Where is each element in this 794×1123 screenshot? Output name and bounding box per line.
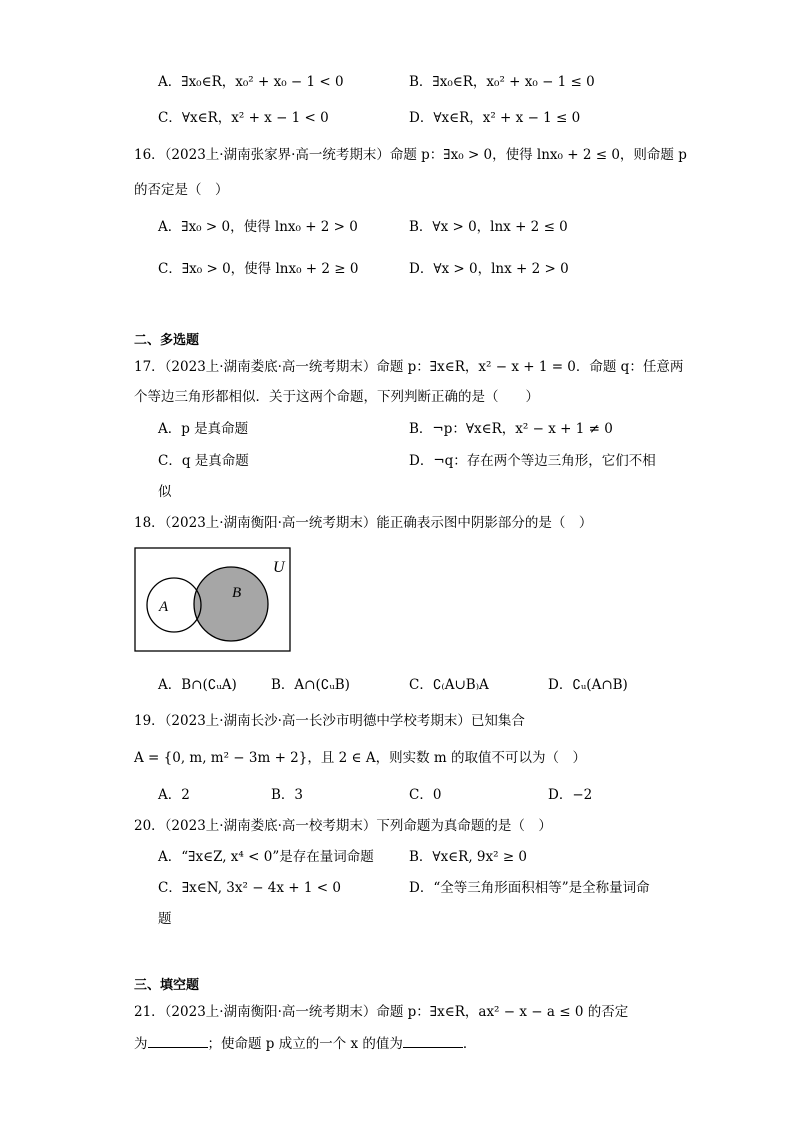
q16-option-d: D．∀x > 0，lnx + 2 > 0 xyxy=(409,261,569,277)
q19-stem-line1: 19．（2023上·湖南长沙·高一长沙市明德中学校考期末）已知集合 xyxy=(134,713,525,729)
section-multi-choice-heading: 二、多选题 xyxy=(134,333,200,348)
q17-stem-line2: 个等边三角形都相似．关于这两个命题，下列判断正确的是（ ） xyxy=(134,389,539,405)
label-u: U xyxy=(273,559,285,576)
q21-text-a: 为 xyxy=(134,1036,148,1052)
venn-diagram xyxy=(134,547,294,655)
q21-text-c: ． xyxy=(462,1036,477,1052)
q19-option-c: C．0 xyxy=(409,787,442,803)
q18-option-a: A．B∩(∁ᵤA) xyxy=(158,677,237,693)
section-fill-blank-heading: 三、填空题 xyxy=(134,978,200,993)
q18-option-b: B．A∩(∁ᵤB) xyxy=(271,677,350,693)
q20-option-a: A．“∃x∈Z, x⁴ < 0”是存在量词命题 xyxy=(158,849,374,865)
q17-option-d-cont: 似 xyxy=(158,484,172,500)
q19-option-b: B．3 xyxy=(271,787,304,803)
q21-blank-2 xyxy=(403,1033,463,1048)
q21-text-b: ；使命题 p 成立的一个 x 的值为 xyxy=(207,1036,403,1052)
label-b: B xyxy=(232,585,242,601)
q21-stem-line2 xyxy=(134,1033,476,1054)
q19-option-a: A．2 xyxy=(158,787,190,803)
q15-option-c: C．∀x∈R，x² + x − 1 < 0 xyxy=(158,110,329,126)
q17-option-d: D．¬q：存在两个等边三角形，它们不相 xyxy=(409,453,656,469)
q18-option-d: D．∁ᵤ(A∩B) xyxy=(548,677,628,693)
q19-stem-line2: A = {0, m, m² − 3m + 2}，且 2 ∈ A，则实数 m 的取值不可以为（ ） xyxy=(134,750,586,766)
q16-option-b: B．∀x > 0，lnx + 2 ≤ 0 xyxy=(409,219,568,235)
q15-option-b: B．∃x₀∈R，x₀² + x₀ − 1 ≤ 0 xyxy=(409,74,595,90)
q16-option-c: C．∃x₀ > 0，使得 lnx₀ + 2 ≥ 0 xyxy=(158,261,359,277)
set-b-circle xyxy=(194,567,268,641)
q17-option-c: C．q 是真命题 xyxy=(158,453,249,469)
q16-option-a: A．∃x₀ > 0，使得 lnx₀ + 2 > 0 xyxy=(158,219,358,235)
q18-stem: 18．（2023上·湖南衡阳·高一统考期末）能正确表示图中阴影部分的是（ ） xyxy=(134,515,593,531)
q15-option-d: D．∀x∈R，x² + x − 1 ≤ 0 xyxy=(409,110,581,126)
q18-option-c: C．∁₍A∪B₎A xyxy=(409,677,489,693)
q20-option-d: D．“全等三角形面积相等”是全称量词命 xyxy=(409,880,650,896)
q17-option-a: A．p 是真命题 xyxy=(158,421,249,437)
q20-option-d-cont: 题 xyxy=(158,911,172,927)
q15-option-a: A．∃x₀∈R，x₀² + x₀ − 1 < 0 xyxy=(158,74,344,90)
label-a: A xyxy=(159,599,169,615)
q16-stem-line2: 的否定是（ ） xyxy=(134,182,229,198)
q21-stem-line1: 21．（2023上·湖南衡阳·高一统考期末）命题 p：∃x∈R，ax² − x − a ≤ 0 的否定 xyxy=(134,1004,629,1020)
q16-stem-line1: 16．（2023上·湖南张家界·高一统考期末）命题 p：∃x₀ > 0，使得 lnx₀ + 2 ≤ 0，则命题 p xyxy=(134,147,687,163)
q20-stem: 20．（2023上·湖南娄底·高一校考期末）下列命题为真命题的是（ ） xyxy=(134,818,552,834)
q20-option-c: C．∃x∈N, 3x² − 4x + 1 < 0 xyxy=(158,880,341,896)
q17-option-b: B．¬p：∀x∈R，x² − x + 1 ≠ 0 xyxy=(409,421,613,437)
q19-option-d: D．−2 xyxy=(548,787,593,803)
q17-stem-line1: 17．（2023上·湖南娄底·高一统考期末）命题 p：∃x∈R，x² − x + 1 = 0．命题 q：任意两 xyxy=(134,359,684,375)
q21-blank-1 xyxy=(148,1033,208,1048)
q20-option-b: B．∀x∈R, 9x² ≥ 0 xyxy=(409,849,528,865)
